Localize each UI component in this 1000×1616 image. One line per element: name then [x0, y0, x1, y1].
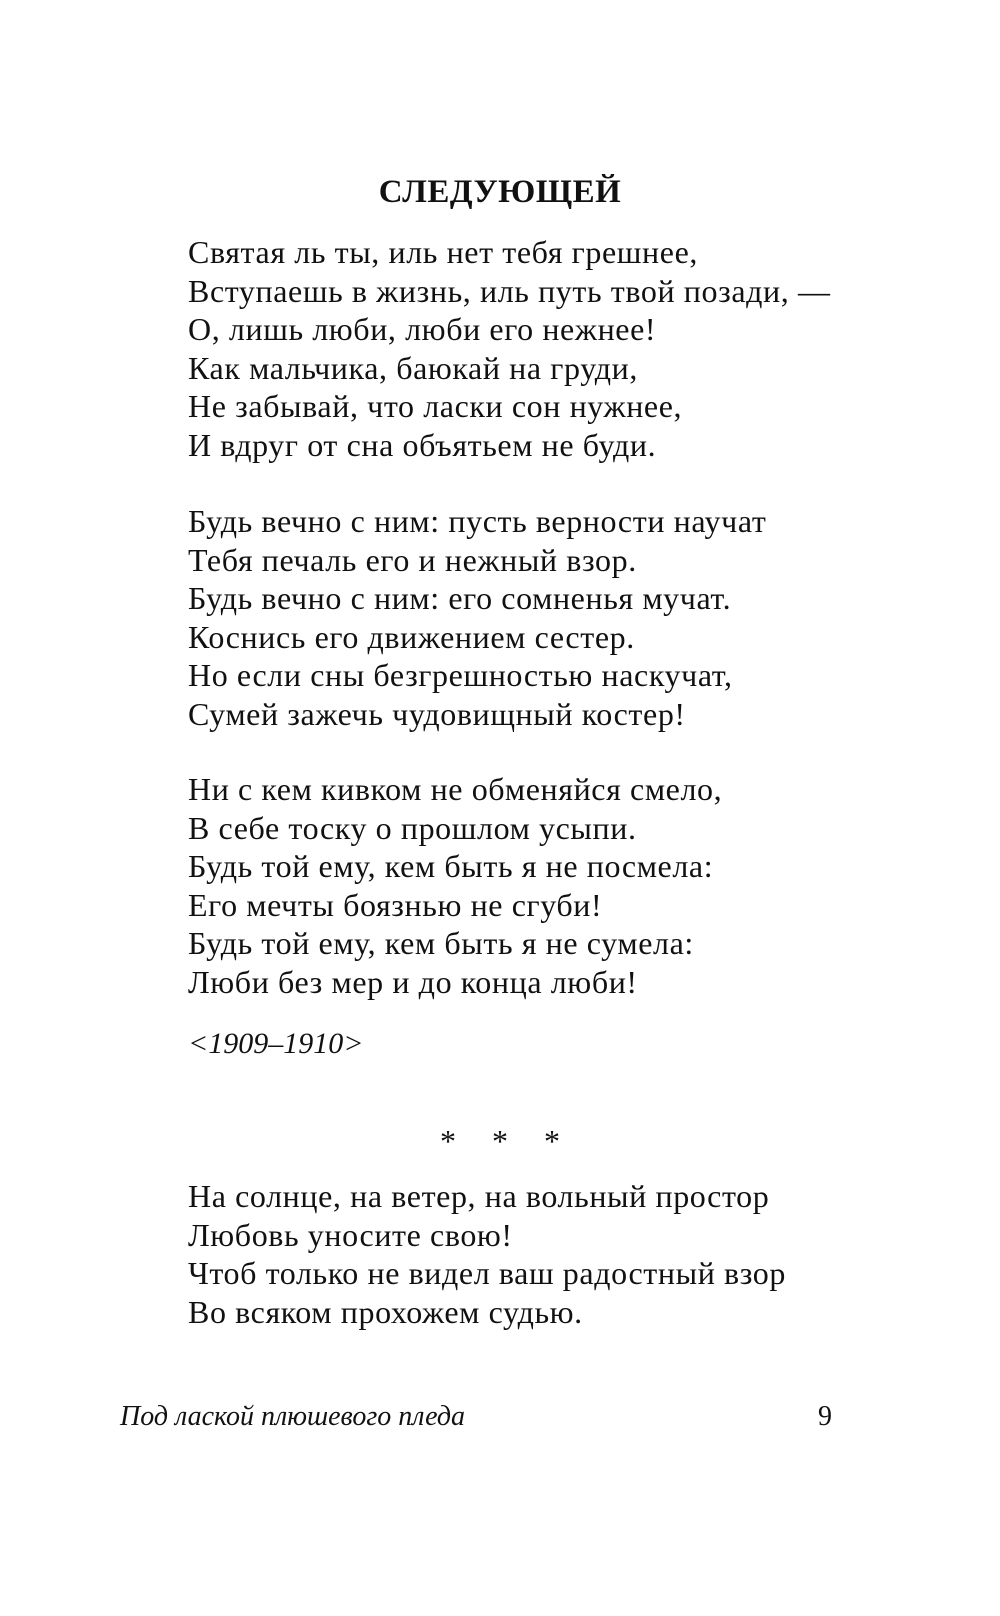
poem-line: Как мальчика, баюкай на груди,: [188, 349, 638, 386]
poem-line: Сумей зажечь чудовищный костер!: [188, 695, 686, 732]
poem-line: На солнце, на ветер, на вольный простор: [188, 1178, 770, 1214]
poem-line: Будь той ему, кем быть я не посмела:: [188, 848, 714, 884]
poem-line: Святая ль ты, иль нет тебя грешнее,: [188, 234, 698, 270]
poem1-stanza-2: [188, 502, 888, 733]
poem-line: Ни с кем кивком не обменяйся смело,: [188, 771, 723, 807]
poem-line: Чтоб только не видел ваш радостный взор: [188, 1255, 786, 1291]
page-number: 9: [818, 1401, 832, 1432]
poem-date: <1909–1910>: [188, 1027, 364, 1060]
poem-line: Будь той ему, кем быть я не сумела:: [188, 925, 694, 961]
poem1-stanza-1: [188, 233, 888, 464]
section-separator: * * *: [440, 1123, 574, 1159]
poem-line: В себе тоску о прошлом усыпи.: [188, 809, 637, 846]
poem-line: Вступаешь в жизнь, иль путь твой позади, —: [188, 272, 831, 309]
poem-line: И вдруг от сна объятьем не буди.: [188, 426, 657, 463]
poem-title: СЛЕДУЮЩЕЙ: [378, 174, 622, 210]
poem-line: Будь вечно с ним: пусть верности научат: [188, 503, 767, 539]
running-footer-title: Под лаской плюшевого пледа: [120, 1401, 466, 1432]
poem-line: Но если сны безгрешностью наскучат,: [188, 657, 733, 693]
poem2-stanza-1: [188, 1177, 888, 1331]
poem-line: Его мечты боязнью не сгуби!: [188, 886, 603, 923]
poem-line: Коснись его движением сестер.: [188, 618, 635, 655]
poem1-stanza-3: [188, 770, 888, 1001]
poem-line: Будь вечно с ним: его сомненья мучат.: [188, 580, 732, 616]
poem-line: Тебя печаль его и нежный взор.: [188, 541, 637, 578]
poem-line: Люби без мер и до конца люби!: [188, 963, 638, 1000]
poem-line: О, лишь люби, люби его нежнее!: [188, 311, 657, 347]
poem-line: Во всяком прохожем судью.: [188, 1293, 583, 1330]
poem-line: Любовь уносите свою!: [188, 1216, 513, 1253]
poem-line: Не забывай, что ласки сон нужнее,: [188, 388, 683, 424]
